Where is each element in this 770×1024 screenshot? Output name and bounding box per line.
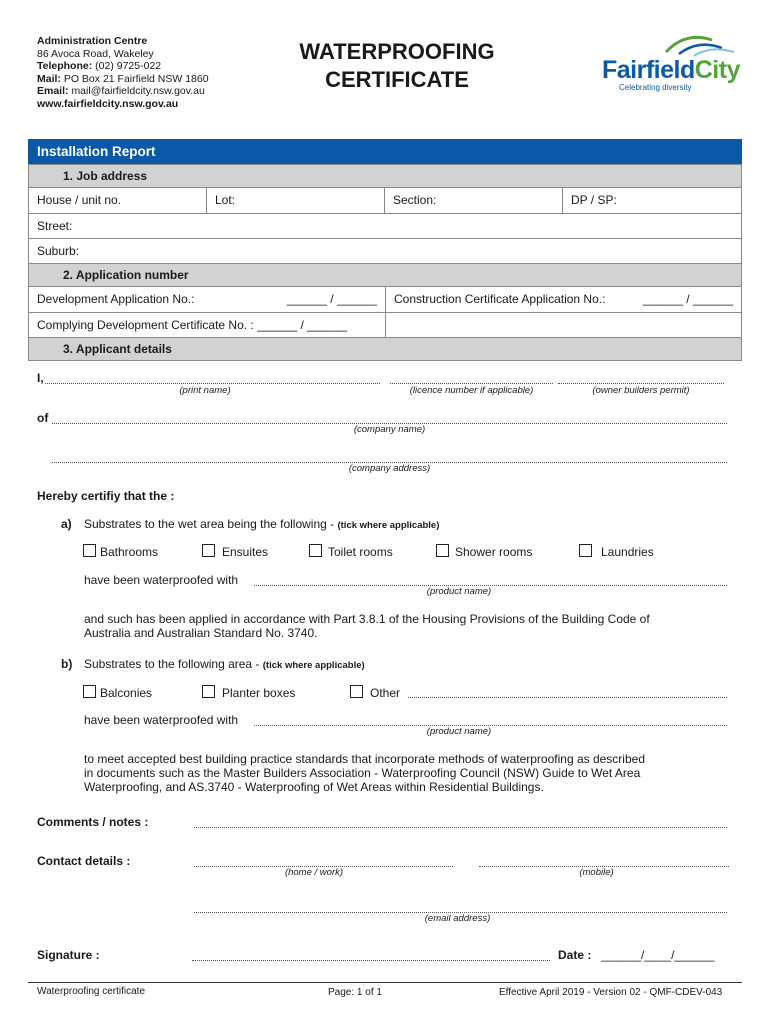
compliance-line-1: and such has been applied in accordance with Part 3.8.1 of the Housing Provisions of the Building Code of [84, 612, 650, 626]
street-field[interactable]: Street: [37, 219, 73, 233]
checkbox-label: Balconies [100, 686, 153, 700]
checkbox-icon[interactable] [579, 544, 592, 557]
council-contact-block [37, 35, 209, 110]
checkbox-icon[interactable] [83, 544, 96, 557]
owner-permit-line[interactable] [558, 372, 724, 384]
date-label: Date : [558, 948, 592, 962]
item-b-label: b) [61, 657, 73, 671]
suburb-field[interactable]: Suburb: [37, 244, 80, 258]
licence-line[interactable] [390, 372, 553, 384]
mobile-line[interactable] [479, 855, 729, 867]
cc-number-field[interactable] [386, 287, 741, 312]
of-label: of [37, 411, 49, 425]
checkbox-shower-rooms[interactable] [436, 544, 532, 559]
standards-line-3: Waterproofing, and AS.3740 - Waterproofing of Wet Areas within Residential Buildings. [84, 780, 544, 794]
certify-heading: Hereby certifiy that the : [37, 489, 175, 503]
job-address-heading: 1. Job address [29, 164, 741, 188]
checkbox-bathrooms[interactable] [83, 544, 158, 559]
owner-permit-caption: (owner builders permit) [592, 385, 690, 396]
product-name-caption-a: (product name) [426, 586, 492, 597]
compliance-line-2: Australia and Australian Standard No. 3740. [84, 626, 318, 640]
print-name-caption: (print name) [179, 385, 231, 396]
checkbox-icon[interactable] [350, 685, 363, 698]
section-title: Installation Report [28, 139, 742, 164]
logo-tagline: Celebrating diversity [619, 83, 692, 92]
da-number-field[interactable] [29, 287, 386, 312]
mail-address: PO Box 21 Fairfield NSW 1860 [63, 72, 209, 85]
item-a-label: a) [61, 517, 72, 531]
checkbox-label: Ensuites [222, 545, 269, 559]
product-name-line-b[interactable] [254, 714, 727, 726]
product-name-line-a[interactable] [254, 574, 727, 586]
product-name-caption-b: (product name) [426, 726, 492, 737]
item-a-text [84, 517, 439, 531]
fairfield-city-logo [594, 30, 744, 94]
installation-report-form [28, 139, 742, 361]
checkbox-toilet-rooms[interactable] [309, 544, 393, 559]
org-name: Administration Centre [37, 35, 148, 47]
lot-field[interactable]: Lot: [207, 188, 385, 213]
checkbox-label: Other [370, 686, 401, 700]
email-line[interactable] [194, 901, 727, 913]
website: www.fairfieldcity.nsw.gov.au [37, 97, 179, 110]
checkbox-label: Shower rooms [455, 545, 533, 559]
checkbox-label: Laundries [601, 545, 654, 559]
house-unit-field[interactable]: House / unit no. [29, 188, 207, 213]
telephone-label: Telephone: [37, 60, 93, 72]
mobile-caption: (mobile) [579, 867, 614, 878]
cdc-number-field[interactable]: Complying Development Certificate No. : ______ / ______ [29, 313, 386, 337]
checkbox-icon[interactable] [202, 685, 215, 698]
org-address: 86 Avoca Road, Wakeley [37, 47, 154, 60]
signature-label: Signature : [37, 948, 100, 962]
item-b-description: Substrates to the following area - [84, 657, 263, 671]
email-address: mail@fairfieldcity.nsw.gov.au [71, 85, 205, 97]
title-line-1: WATERPROOFING [299, 39, 495, 64]
licence-caption: (licence number if applicable) [409, 385, 534, 396]
company-name-caption: (company name) [353, 424, 426, 435]
footer-divider [28, 982, 742, 983]
mail-label: Mail: [37, 72, 61, 85]
other-area-line[interactable] [408, 686, 727, 698]
title-line-2: CERTIFICATE [325, 67, 469, 92]
checkbox-label: Toilet rooms [328, 545, 393, 559]
checkbox-ensuites[interactable] [202, 544, 268, 559]
applicant-i-label: I, [37, 371, 44, 385]
comments-line[interactable] [194, 816, 727, 828]
cc-label: Construction Certificate Application No.: [394, 292, 606, 306]
footer-page-number: Page: 1 of 1 [328, 987, 382, 998]
checkbox-balconies[interactable] [83, 685, 152, 700]
item-b-text [84, 657, 365, 671]
item-a-description: Substrates to the wet area being the following - [84, 517, 338, 531]
checkbox-other[interactable] [350, 685, 400, 700]
empty-cell [386, 313, 741, 337]
home-phone-line[interactable] [194, 855, 453, 867]
item-b-tick-note: (tick where applicable) [262, 660, 365, 671]
date-field[interactable]: ______/____/______ [601, 948, 715, 962]
document-title [262, 38, 532, 94]
company-address-caption: (company address) [348, 463, 431, 474]
compliance-statement [84, 612, 650, 640]
comments-label: Comments / notes : [37, 815, 149, 829]
checkbox-laundries[interactable] [579, 544, 654, 559]
waterproofed-with-label-b: have been waterproofed with [84, 713, 239, 727]
checkbox-icon[interactable] [309, 544, 322, 557]
company-name-line[interactable] [52, 412, 727, 424]
standards-line-1: to meet accepted best building practice standards that incorporate methods of waterproofing as described [84, 752, 645, 766]
signature-line[interactable] [192, 949, 550, 961]
checkbox-icon[interactable] [83, 685, 96, 698]
section-field[interactable]: Section: [385, 188, 563, 213]
footer-version: Effective April 2019 - Version 02 - QMF-CDEV-043 [499, 987, 723, 998]
dp-sp-field[interactable]: DP / SP: [571, 193, 617, 207]
checkbox-icon[interactable] [202, 544, 215, 557]
standards-line-2: in documents such as the Master Builders Association - Waterproofing Council (NSW) Guide to Wet Area [84, 766, 641, 780]
telephone: (02) 9725-022 [95, 60, 162, 72]
logo-text-city: City [694, 56, 740, 84]
checkbox-planter-boxes[interactable] [202, 685, 295, 700]
standards-statement [84, 752, 645, 794]
cc-blank: ______ / ______ [642, 292, 733, 306]
da-label: Development Application No.: [37, 292, 195, 306]
company-address-line[interactable] [52, 451, 727, 463]
checkbox-label: Bathrooms [100, 545, 159, 559]
print-name-line[interactable] [45, 372, 380, 384]
home-caption: (home / work) [284, 867, 344, 878]
checkbox-icon[interactable] [436, 544, 449, 557]
applicant-details-heading: 3. Applicant details [29, 338, 741, 361]
waterproofed-with-label-a: have been waterproofed with [84, 573, 239, 587]
email-label: Email: [37, 85, 69, 97]
checkbox-label: Planter boxes [222, 686, 296, 700]
contact-label: Contact details : [37, 854, 131, 868]
footer-doc-name: Waterproofing certificate [37, 986, 146, 997]
logo-text-fairfield: Fairfield [602, 56, 695, 84]
da-blank: ______ / ______ [286, 292, 377, 306]
item-a-tick-note: (tick where applicable) [337, 520, 440, 531]
email-caption: (email address) [424, 913, 491, 924]
application-number-heading: 2. Application number [29, 264, 741, 287]
